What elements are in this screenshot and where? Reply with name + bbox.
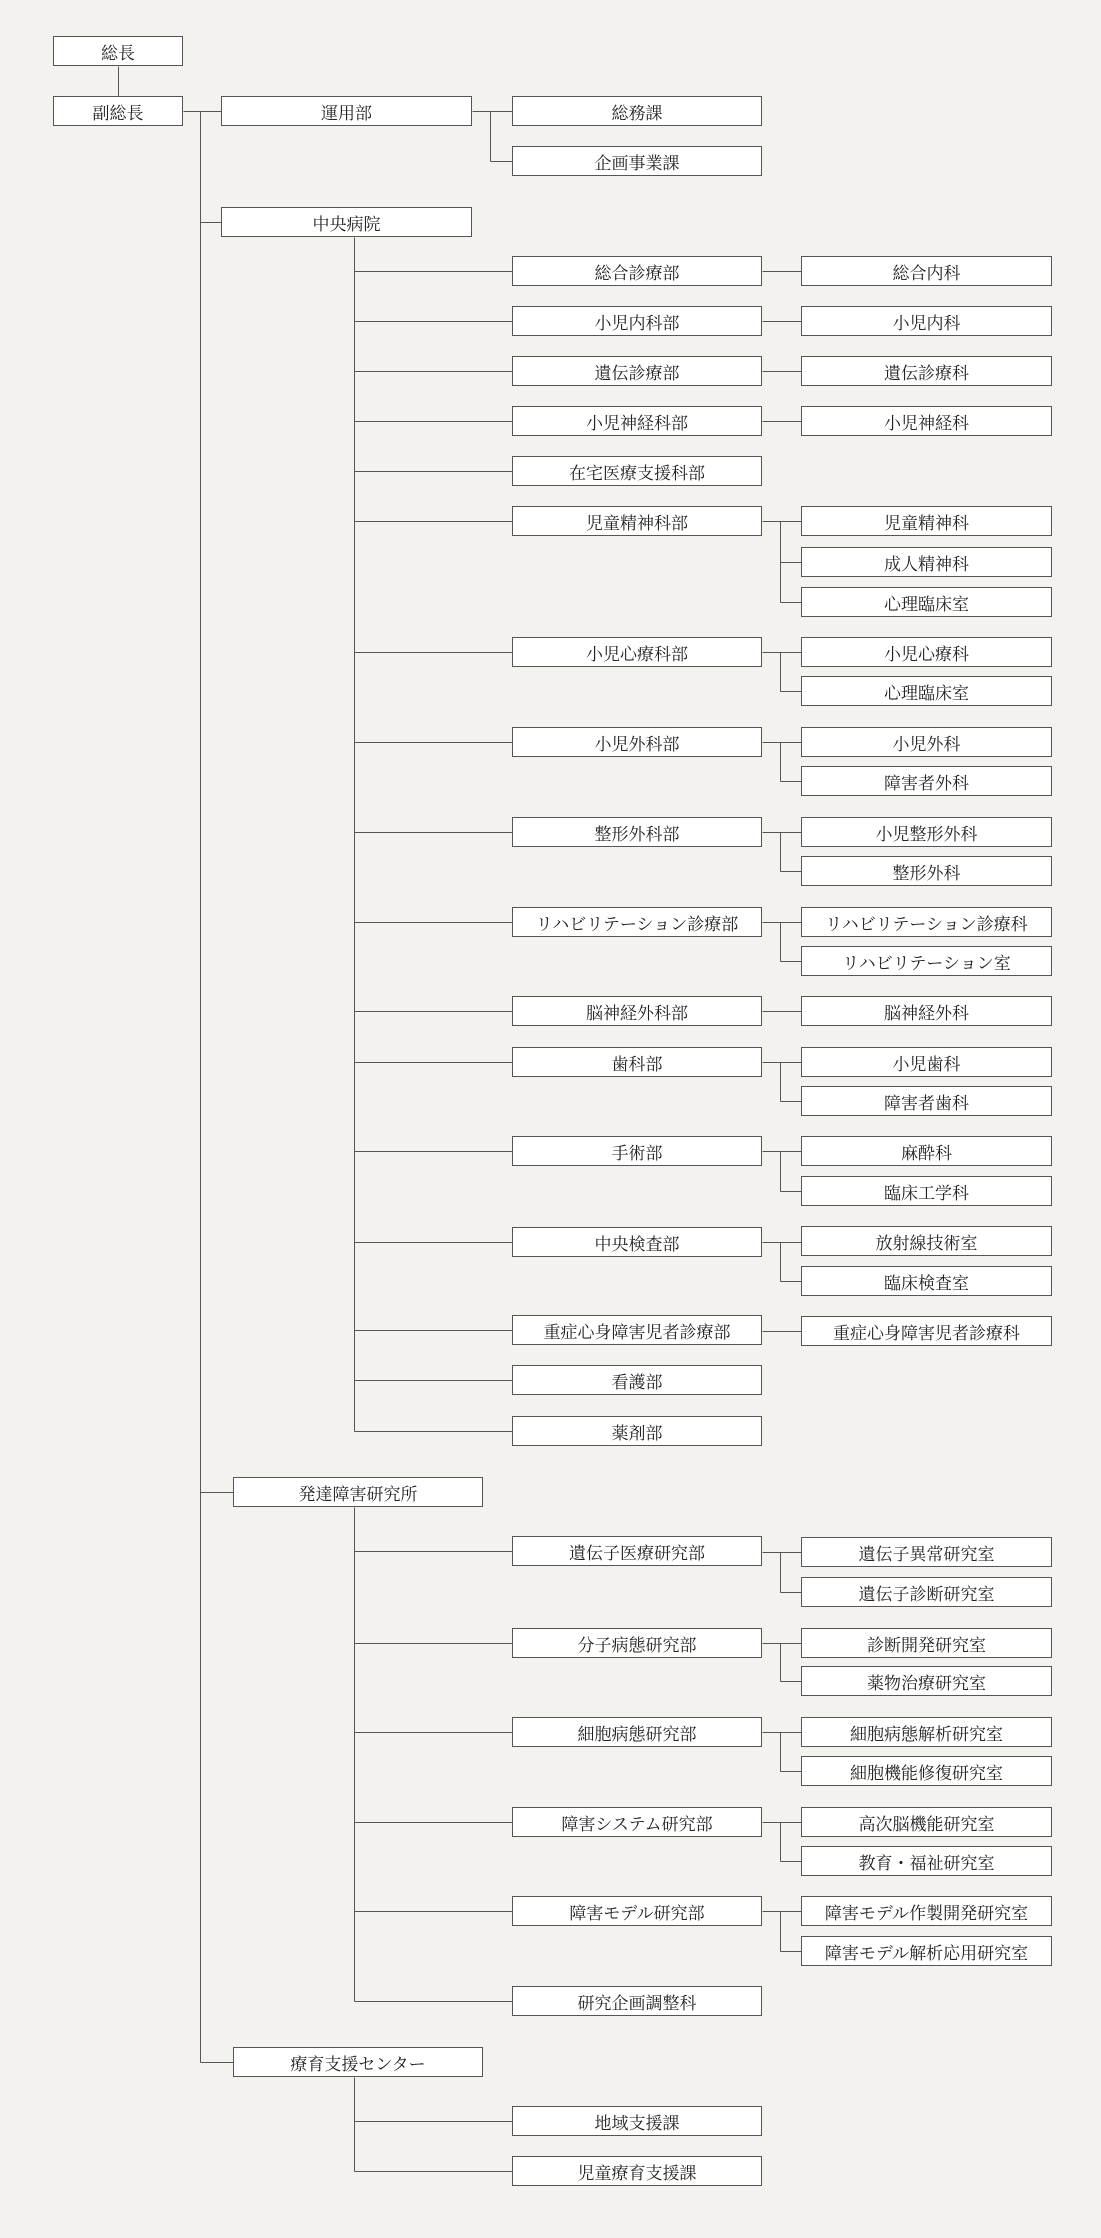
node-clinic-orthopedic: 整形外科 bbox=[801, 856, 1052, 886]
node-dept-child-psych: 児童精神科部 bbox=[512, 506, 762, 536]
node-dept-pharmacy: 薬剤部 bbox=[512, 1416, 762, 1446]
node-president: 総長 bbox=[53, 36, 183, 66]
node-support-community: 地域支援課 bbox=[512, 2106, 762, 2136]
node-research-institute: 発達障害研究所 bbox=[233, 1477, 483, 1507]
node-dept-pediatric-surgery: 小児外科部 bbox=[512, 727, 762, 757]
node-planning: 企画事業課 bbox=[512, 146, 762, 176]
node-dept-pediatric-psychosomatic: 小児心療科部 bbox=[512, 637, 762, 667]
node-clinic-disabled-surgery: 障害者外科 bbox=[801, 766, 1052, 796]
node-clinic-clinical-psych-1: 心理臨床室 bbox=[801, 587, 1052, 617]
node-clinic-rehab-room: リハビリテーション室 bbox=[801, 946, 1052, 976]
node-clinic-radiology: 放射線技術室 bbox=[801, 1226, 1052, 1256]
node-vice-president: 副総長 bbox=[53, 96, 183, 126]
node-dept-orthopedic: 整形外科部 bbox=[512, 817, 762, 847]
node-lab-cell-repair: 細胞機能修復研究室 bbox=[801, 1756, 1052, 1786]
node-dept-severe-disability: 重症心身障害児者診療部 bbox=[512, 1315, 762, 1345]
node-clinic-genetic: 遺伝診療科 bbox=[801, 356, 1052, 386]
node-clinic-pediatric-psychosomatic: 小児心療科 bbox=[801, 637, 1052, 667]
node-clinic-pediatric-dental: 小児歯科 bbox=[801, 1047, 1052, 1077]
node-lab-drug-therapy: 薬物治療研究室 bbox=[801, 1666, 1052, 1696]
node-central-hospital: 中央病院 bbox=[221, 207, 472, 237]
node-research-gene-medicine: 遺伝子医療研究部 bbox=[512, 1536, 762, 1566]
node-dept-neurosurgery: 脳神経外科部 bbox=[512, 996, 762, 1026]
node-clinic-severe-disability: 重症心身障害児者診療科 bbox=[801, 1316, 1052, 1346]
node-lab-cell-analysis: 細胞病態解析研究室 bbox=[801, 1717, 1052, 1747]
node-research-system: 障害システム研究部 bbox=[512, 1807, 762, 1837]
node-lab-education-welfare: 教育・福祉研究室 bbox=[801, 1846, 1052, 1876]
node-clinic-general-internal: 総合内科 bbox=[801, 256, 1052, 286]
node-lab-higher-brain: 高次脳機能研究室 bbox=[801, 1807, 1052, 1837]
node-clinic-anesthesia: 麻酔科 bbox=[801, 1136, 1052, 1166]
node-general-affairs: 総務課 bbox=[512, 96, 762, 126]
node-lab-diagnosis-dev: 診断開発研究室 bbox=[801, 1628, 1052, 1658]
node-research-model: 障害モデル研究部 bbox=[512, 1896, 762, 1926]
node-dept-surgery: 手術部 bbox=[512, 1136, 762, 1166]
node-clinic-clinical-psych-2: 心理臨床室 bbox=[801, 676, 1052, 706]
node-dept-pediatric-neuro: 小児神経科部 bbox=[512, 406, 762, 436]
node-clinic-rehab: リハビリテーション診療科 bbox=[801, 907, 1052, 937]
node-research-molecular: 分子病態研究部 bbox=[512, 1628, 762, 1658]
node-lab-model-dev: 障害モデル作製開発研究室 bbox=[801, 1896, 1052, 1926]
node-operations: 運用部 bbox=[221, 96, 472, 126]
node-dept-home-care: 在宅医療支援科部 bbox=[512, 456, 762, 486]
node-support-center: 療育支援センター bbox=[233, 2047, 483, 2077]
node-clinic-child-psych: 児童精神科 bbox=[801, 506, 1052, 536]
node-dept-nursing: 看護部 bbox=[512, 1365, 762, 1395]
node-dept-general-medicine: 総合診療部 bbox=[512, 256, 762, 286]
node-clinic-pediatric-orthopedic: 小児整形外科 bbox=[801, 817, 1052, 847]
node-research-planning: 研究企画調整科 bbox=[512, 1986, 762, 2016]
node-support-child: 児童療育支援課 bbox=[512, 2156, 762, 2186]
node-dept-pediatric-internal: 小児内科部 bbox=[512, 306, 762, 336]
node-dept-genetic: 遺伝診療部 bbox=[512, 356, 762, 386]
node-clinic-clinical-lab: 臨床検査室 bbox=[801, 1266, 1052, 1296]
node-clinic-pediatric-neuro: 小児神経科 bbox=[801, 406, 1052, 436]
node-lab-gene-diagnosis: 遺伝子診断研究室 bbox=[801, 1577, 1052, 1607]
node-lab-model-analysis: 障害モデル解析応用研究室 bbox=[801, 1936, 1052, 1966]
node-clinic-pediatric-surgery: 小児外科 bbox=[801, 727, 1052, 757]
node-clinic-clinical-engineering: 臨床工学科 bbox=[801, 1176, 1052, 1206]
node-research-cell: 細胞病態研究部 bbox=[512, 1717, 762, 1747]
node-dept-rehab: リハビリテーション診療部 bbox=[512, 907, 762, 937]
node-lab-gene-anomaly: 遺伝子異常研究室 bbox=[801, 1537, 1052, 1567]
node-clinic-disabled-dental: 障害者歯科 bbox=[801, 1086, 1052, 1116]
node-clinic-neurosurgery: 脳神経外科 bbox=[801, 996, 1052, 1026]
node-dept-central-lab: 中央検査部 bbox=[512, 1227, 762, 1257]
node-clinic-adult-psych: 成人精神科 bbox=[801, 547, 1052, 577]
node-dept-dental: 歯科部 bbox=[512, 1047, 762, 1077]
node-clinic-pediatric-internal: 小児内科 bbox=[801, 306, 1052, 336]
